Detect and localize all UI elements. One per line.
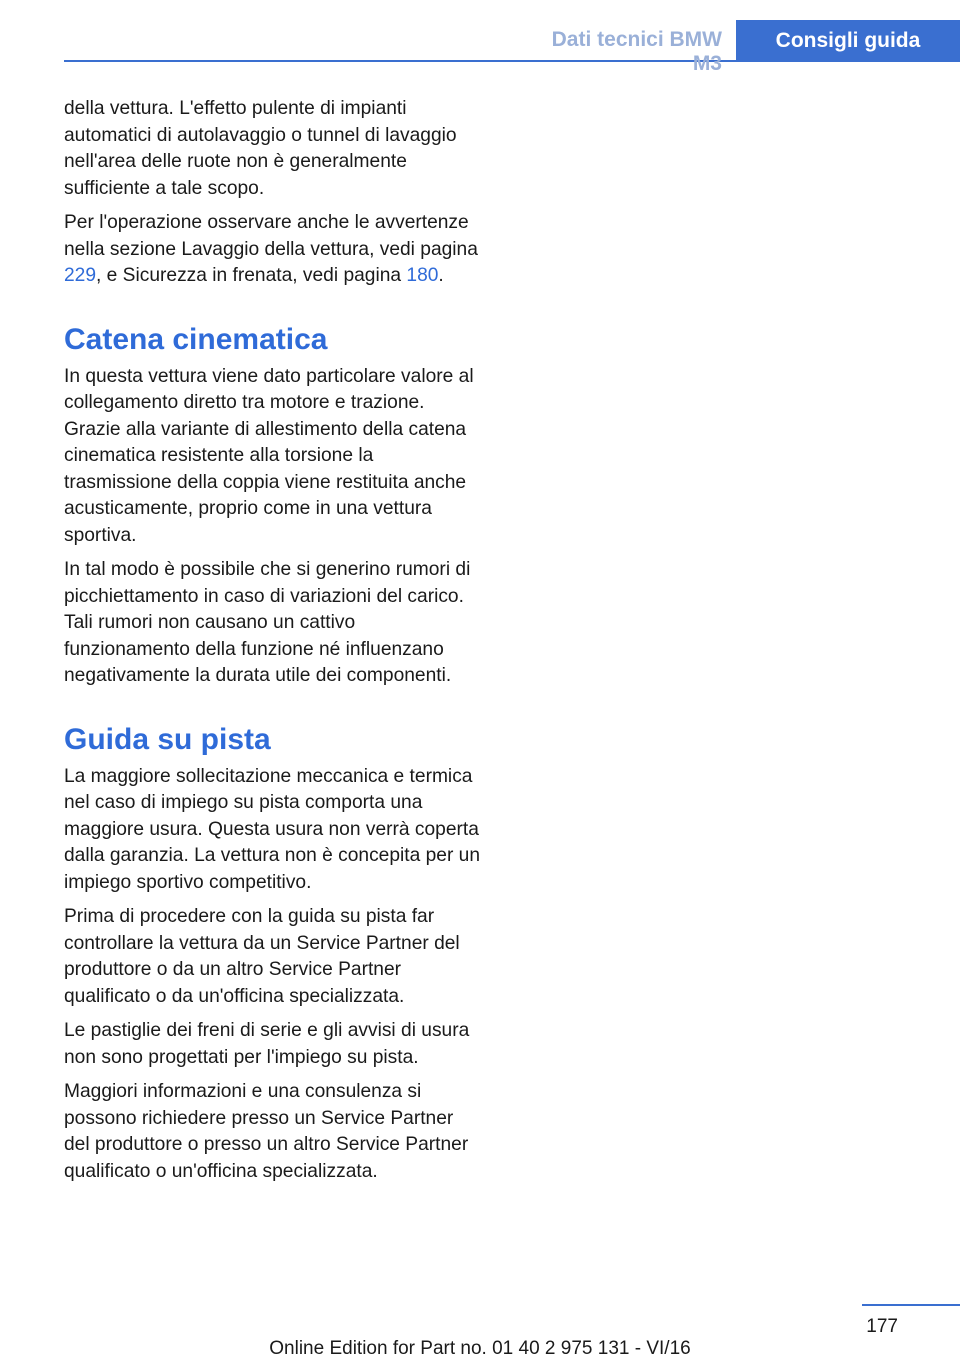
heading-guida-su-pista: Guida su pista bbox=[64, 722, 271, 756]
intro-p2-text-a: Per l'operazione osservare anche le avvertenze nella sezione Lavaggio della vettura, vedi pagina bbox=[64, 212, 478, 260]
pista-paragraph-4: Maggiori informazioni e una consulenza si possono richiedere presso un Service Partner del produttore o presso un altro Service Partner qualificato o un'officina specializzata. bbox=[64, 1081, 469, 1182]
page-link-229[interactable]: 229 bbox=[64, 265, 97, 286]
pista-paragraph-3: Le pastiglie dei freni di serie e gli avvisi di usura non sono progettati per l'impiego su pista. bbox=[64, 1020, 470, 1068]
catena-paragraph-2: In tal modo è possibile che si generino rumori di picchiettamento in caso di variazioni del carico. Tali rumori non causano un cattivo funzionamento della funzione né influenzano negativamente la durata utile dei componenti. bbox=[64, 559, 471, 686]
header-section-title: Dati tecnici BMW M3 bbox=[551, 28, 722, 75]
pista-paragraph-2: Prima di procedere con la guida su pista far controllare la vettura da un Service Partner del produttore o da un altro Service Partner qualificato o da un'officina specializzata. bbox=[64, 906, 460, 1007]
intro-p2-text-b: , e Sicurezza in frenata, vedi pagina bbox=[96, 265, 407, 286]
catena-paragraph-1: In questa vettura viene dato particolare valore al collegamento diretto tra motore e trazione. Grazie alla variante di allestimento della catena cinematica resistente alla torsione la trasmissione della coppia viene restituita anche acusticamente, proprio come in una vettura sportiva. bbox=[64, 365, 474, 546]
edition-footer: Online Edition for Part no. 01 40 2 975 131 - VI/16 bbox=[269, 1338, 691, 1359]
intro-p2-text-c: . bbox=[438, 265, 444, 286]
intro-paragraph-1: della vettura. L'effetto pulente di impianti automatici di autolavaggio o tunnel di lavaggio nell'area delle ruote non è generalmente sufficiente a tale scopo. bbox=[64, 98, 457, 199]
page-link-180[interactable]: 180 bbox=[406, 265, 439, 286]
intro-paragraph-2 bbox=[64, 210, 484, 290]
page-number: 177 bbox=[866, 1316, 898, 1337]
chapter-tab: Consigli guida bbox=[736, 20, 960, 62]
page-number-rule bbox=[862, 1304, 960, 1306]
heading-catena-cinematica: Catena cinematica bbox=[64, 322, 328, 356]
pista-paragraph-1: La maggiore sollecitazione meccanica e termica nel caso di impiego su pista comporta una maggiore usura. Questa usura non verrà coperta dalla garanzia. La vettura non è concepita per un impiego sportivo competitivo. bbox=[64, 765, 481, 893]
main-content bbox=[64, 96, 484, 1193]
